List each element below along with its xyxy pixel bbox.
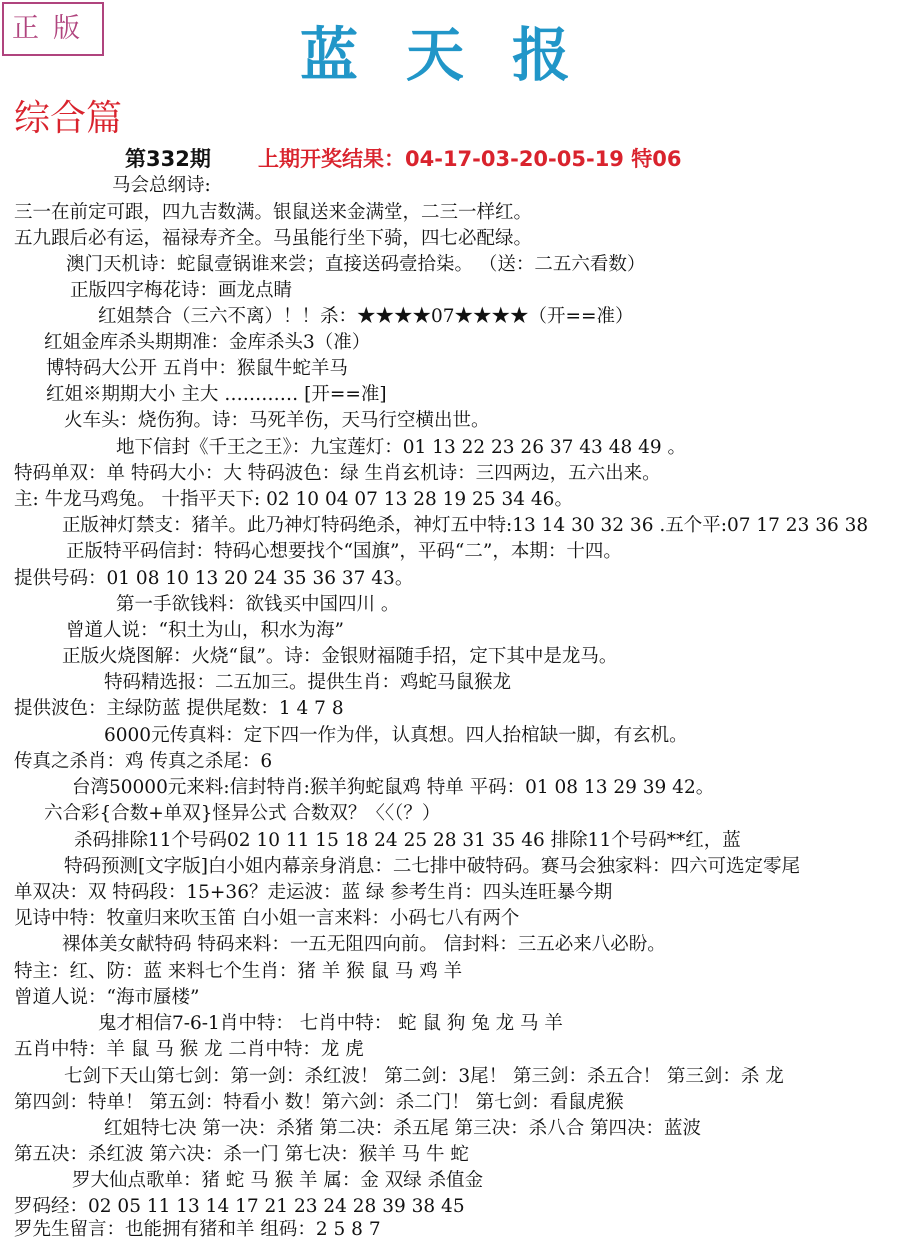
text-line: 6000元传真料：定下四一作为伴，认真想。四人抬棺缺一脚，有玄机。 <box>104 725 688 746</box>
text-line: 曾道人说：“积土为山，积水为海” <box>66 620 344 641</box>
text-line: 台湾50000元来料:信封特肖:猴羊狗蛇鼠鸡 特单 平码：01 08 13 29 39 42。 <box>72 777 715 798</box>
text-line: 澳门天机诗：蛇鼠壹锅谁来尝；直接送码壹拾柒。 （送：二五六看数） <box>66 254 646 275</box>
text-line: 曾道人说：“海市蜃楼” <box>14 987 200 1008</box>
text-line: 第五决：杀红波 第六决：杀一门 第七决：猴羊 马 牛 蛇 <box>14 1144 469 1165</box>
text-line: 特码单双：单 特码大小：大 特码波色：绿 生肖玄机诗：三四两边，五六出来。 <box>14 463 661 484</box>
text-line: 博特码大公开 五肖中：猴鼠牛蛇羊马 <box>46 358 348 379</box>
section-heading: 综合篇 <box>14 98 123 139</box>
text-line: 地下信封《千王之王》：九宝莲灯：01 13 22 23 26 37 43 48 49 。 <box>116 437 687 458</box>
text-line: 提供波色：主绿防蓝 提供尾数：1 4 7 8 <box>14 698 344 719</box>
text-line: 提供号码：01 08 10 13 20 24 35 36 37 43。 <box>14 568 414 589</box>
text-line: 第四剑：特单！ 第五剑：特看小 数！第六剑：杀二门！ 第七剑：看鼠虎猴 <box>14 1092 624 1113</box>
text-line: 特码精选报：二五加三。提供生肖：鸡蛇马鼠猴龙 <box>104 672 512 693</box>
text-line: 红姐禁合（三六不离）！！杀：★★★★07★★★★（开==准） <box>98 306 634 327</box>
authentic-badge: 正版 <box>2 2 104 56</box>
text-line: 六合彩{合数+单双}怪异公式 合数双？〈〈（？） <box>44 803 441 824</box>
text-line: 正版四字梅花诗：画龙点睛 <box>70 280 293 301</box>
text-line: 五肖中特：羊 鼠 马 猴 龙 二肖中特：龙 虎 <box>14 1039 364 1060</box>
text-line: 正版特平码信封：特码心想要找个“国旗”，平码“二”，本期：十四。 <box>66 541 622 562</box>
text-line: 三一在前定可跟，四九吉数满。银鼠送来金满堂，二三一样红。 <box>14 202 533 223</box>
text-line: 传真之杀肖：鸡 传真之杀尾：6 <box>14 751 273 772</box>
text-line: 罗码经：02 05 11 13 14 17 21 23 24 28 39 38 45 <box>14 1196 465 1217</box>
text-line: 特码预测[文字版]白小姐内幕亲身消息：二七排中破特码。赛马会独家料：四六可选定零尾 <box>64 856 800 877</box>
text-line: 火车头：烧伤狗。诗：马死羊伤，天马行空横出世。 <box>64 410 490 431</box>
text-line: 红姐金库杀头期期准：金库杀头3（准） <box>44 332 371 353</box>
text-line: 裸体美女献特码 特码来料：一五无阻四向前。 信封料：三五必来八必盼。 <box>62 934 666 955</box>
issue-number: 第332期 <box>125 147 211 171</box>
text-line: 正版神灯禁支：猪羊。此乃神灯特码绝杀，神灯五中特:13 14 30 32 36 .五个平:07 17 23 36 38 <box>62 515 869 536</box>
text-line: 单双决：双 特码段：15+36？走运波：蓝 绿 参考生肖：四头连旺暴今期 <box>14 882 613 903</box>
page-title: 蓝天报 <box>300 21 619 89</box>
last-draw-result: 上期开奖结果：04-17-03-20-05-19 特06 <box>258 147 682 171</box>
text-line: 杀码排除11个号码02 10 11 15 18 24 25 28 31 35 46 排除11个号码**红，蓝 <box>74 830 741 851</box>
text-line: 见诗中特：牧童归来吹玉笛 白小姐一言来料：小码七八有两个 <box>14 908 520 929</box>
text-line: 红姐※期期大小 主大 ………… [开==准] <box>46 384 387 405</box>
text-line: 特主：红、防：蓝 来料七个生肖：猪 羊 猴 鼠 马 鸡 羊 <box>14 961 463 982</box>
text-line: 红姐特七决 第一决：杀猪 第二决：杀五尾 第三决：杀八合 第四决：蓝波 <box>104 1118 702 1139</box>
text-line: 罗先生留言：也能拥有猪和羊 组码：2 5 8 7 <box>14 1219 381 1240</box>
text-line: 第一手欲钱料：欲钱买中国四川 。 <box>116 594 400 615</box>
text-line: 罗大仙点歌单：猪 蛇 马 猴 羊 属：金 双绿 杀值金 <box>72 1170 484 1191</box>
text-line: 主: 牛龙马鸡兔。 十指平天下: 02 10 04 07 13 28 19 25 34 46。 <box>14 489 573 510</box>
text-line: 五九跟后必有运，福禄寿齐全。马虽能行坐下骑，四七必配绿。 <box>14 228 533 249</box>
text-line: 鬼才相信7-6-1肖中特： 七肖中特： 蛇 鼠 狗 兔 龙 马 羊 <box>98 1013 563 1034</box>
text-line: 七剑下天山第七剑：第一剑：杀红波！ 第二剑：3尾！ 第三剑：杀五合！ 第三剑：杀 龙 <box>64 1066 784 1087</box>
text-line: 马会总纲诗: <box>112 175 211 196</box>
text-line: 正版火烧图解：火烧“鼠”。诗：金银财福随手招，定下其中是龙马。 <box>62 646 618 667</box>
